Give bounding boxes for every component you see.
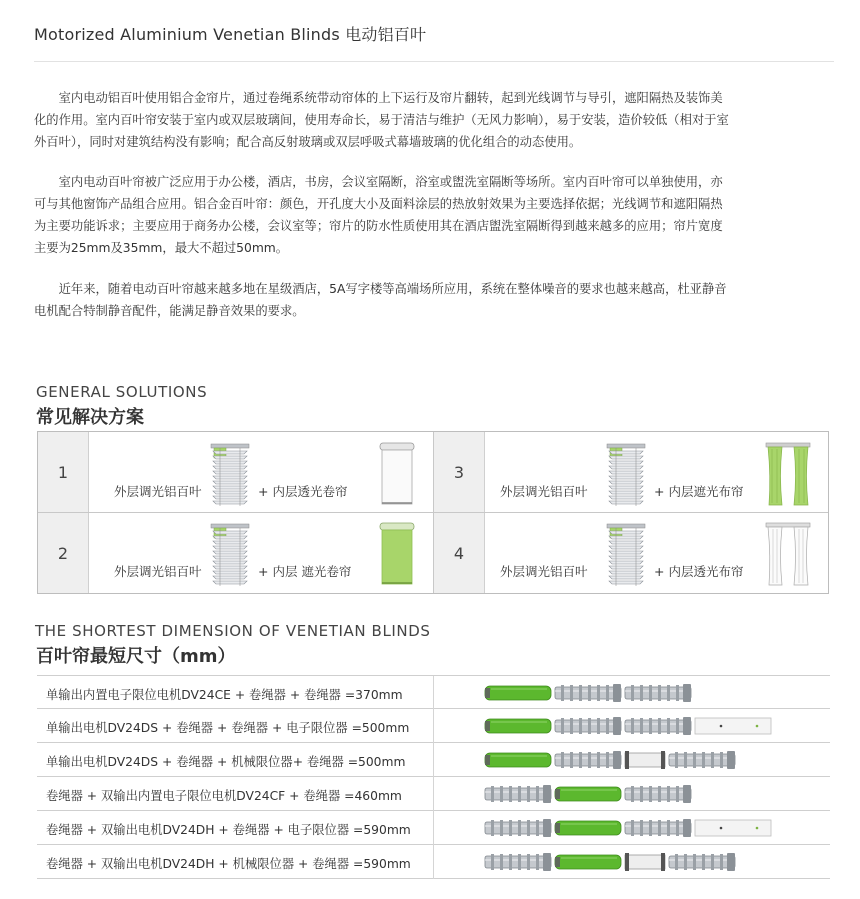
dimension-label: 卷绳器 + 双输出电机DV24DH + 机械限位器 + 卷绳器 =590mm [46, 857, 411, 871]
intro-paragraph-2: 室内电动百叶帘被广泛应用于办公楼，酒店，书房，会议室隔断，浴室或盥洗室隔断等场所。室内百叶帘可以单独使用，亦可与其他窗饰产品组合应用。铝合金百叶帘：颜色，开孔度大小及面料涂层的热放射效果为主要选择依据；光线调节和遮阳隔热为主要功能诉求；主要应用于商务办公楼，会议室等；帘片的防水性质使用其在酒店盥洗室隔断得到越来越多的应用；帘片宽度主要为25mm及35mm，最大不超过50mm。 [34, 175, 723, 255]
dimension-row [37, 743, 830, 777]
dimension-row [37, 845, 830, 879]
solution-outer-label: 外层调光铝百叶 [114, 564, 202, 579]
dimension-row [37, 811, 830, 845]
curtain-white-icon [764, 521, 812, 587]
cord-winder-part [625, 717, 691, 735]
cord-winder-part [555, 684, 621, 702]
mechanical-limiter-part [625, 751, 665, 769]
dimension-column-divider [433, 777, 434, 811]
solution-outer-label: 外层调光铝百叶 [500, 564, 588, 579]
dimension-row [37, 777, 830, 811]
cord-winder-part [669, 751, 735, 769]
dimension-row [37, 709, 830, 743]
roller-blind-green-icon [378, 521, 418, 587]
solution-cell [434, 513, 828, 593]
solution-outer-label: 外层调光铝百叶 [114, 484, 202, 499]
title-divider [34, 61, 834, 62]
motor-part [555, 821, 621, 835]
solution-inner-label: + 内层 遮光卷帘 [258, 564, 352, 579]
dimension-row [37, 675, 830, 709]
solution-cell [38, 513, 433, 593]
assembly-drawing [483, 681, 803, 705]
cord-winder-part [555, 717, 621, 735]
motor-part [485, 753, 551, 767]
venetian-blind-icon [606, 443, 646, 507]
solution-outer-label: 外层调光铝百叶 [500, 484, 588, 499]
mechanical-limiter-part [625, 853, 665, 871]
dimension-column-divider [433, 845, 434, 879]
dimension-label: 单输出电机DV24DS + 卷绳器 + 卷绳器 + 电子限位器 =500mm [46, 721, 410, 735]
solution-number: 3 [434, 432, 485, 512]
cord-winder-part [485, 819, 551, 837]
solutions-grid [37, 431, 829, 594]
assembly-drawing [483, 816, 803, 840]
solution-number: 2 [38, 513, 89, 593]
solutions-heading-zh: 常见解决方案 [36, 407, 144, 428]
electronic-limiter-part [695, 820, 771, 836]
dimension-label: 卷绳器 + 双输出电机DV24DH + 卷绳器 + 电子限位器 =590mm [46, 823, 411, 837]
assembly-drawing [483, 782, 803, 806]
dimension-column-divider [433, 676, 434, 710]
dimension-column-divider [433, 743, 434, 777]
venetian-blind-icon [210, 523, 250, 587]
dimension-heading-en: THE SHORTEST DIMENSION OF VENETIAN BLINDS [35, 622, 431, 640]
solution-cell [434, 432, 828, 512]
curtain-green-icon [764, 441, 812, 507]
cord-winder-part [625, 785, 691, 803]
page-title: Motorized Aluminium Venetian Blinds 电动铝百叶 [34, 25, 427, 44]
dimension-label: 卷绳器 + 双输出内置电子限位电机DV24CF + 卷绳器 =460mm [46, 789, 402, 803]
dimension-label: 单输出电机DV24DS + 卷绳器 + 机械限位器+ 卷绳器 =500mm [46, 755, 406, 769]
cord-winder-part [625, 819, 691, 837]
electronic-limiter-part [695, 718, 771, 734]
venetian-blind-icon [606, 523, 646, 587]
dimension-table [37, 675, 830, 884]
roller-blind-white-icon [378, 441, 418, 507]
cord-winder-part [669, 853, 735, 871]
solution-number: 4 [434, 513, 485, 593]
motor-part [485, 719, 551, 733]
venetian-blind-icon [210, 443, 250, 507]
intro-paragraph-1: 室内电动铝百叶使用铝合金帘片，通过卷绳系统带动帘体的上下运行及帘片翻转，起到光线调节与导引，遮阳隔热及装饰美化的作用。室内百叶帘安装于室内或双层玻璃间，使用寿命长，易于清洁与维护（无风力影响），易于安装，造价较低（相对于室外百叶），同时对建筑结构没有影响；配合高反射玻璃或双层呼吸式幕墙玻璃的优化组合的动态使用。 [34, 91, 729, 149]
solution-inner-label: + 内层透光布帘 [654, 564, 744, 579]
assembly-drawing [483, 714, 803, 738]
solutions-heading-en: GENERAL SOLUTIONS [36, 383, 208, 401]
dimension-column-divider [433, 811, 434, 845]
dimension-column-divider [433, 709, 434, 743]
cord-winder-part [625, 684, 691, 702]
dimension-heading-zh: 百叶帘最短尺寸（mm） [36, 646, 236, 667]
cord-winder-part [485, 853, 551, 871]
motor-part [485, 686, 551, 700]
motor-part [555, 787, 621, 801]
motor-part [555, 855, 621, 869]
assembly-drawing [483, 748, 803, 772]
solution-inner-label: + 内层遮光布帘 [654, 484, 744, 499]
solution-inner-label: + 内层透光卷帘 [258, 484, 348, 499]
cord-winder-part [555, 751, 621, 769]
intro-paragraph-3: 近年来，随着电动百叶帘越来越多地在星级酒店，5A写字楼等高端场所应用，系统在整体噪音的要求也越来越高，杜亚静音电机配合特制静音配件，能满足静音效果的要求。 [34, 282, 727, 318]
cord-winder-part [485, 785, 551, 803]
solution-number: 1 [38, 432, 89, 512]
solution-cell [38, 432, 433, 512]
assembly-drawing [483, 850, 803, 874]
dimension-label: 单输出内置电子限位电机DV24CE + 卷绳器 + 卷绳器 =370mm [46, 688, 403, 702]
